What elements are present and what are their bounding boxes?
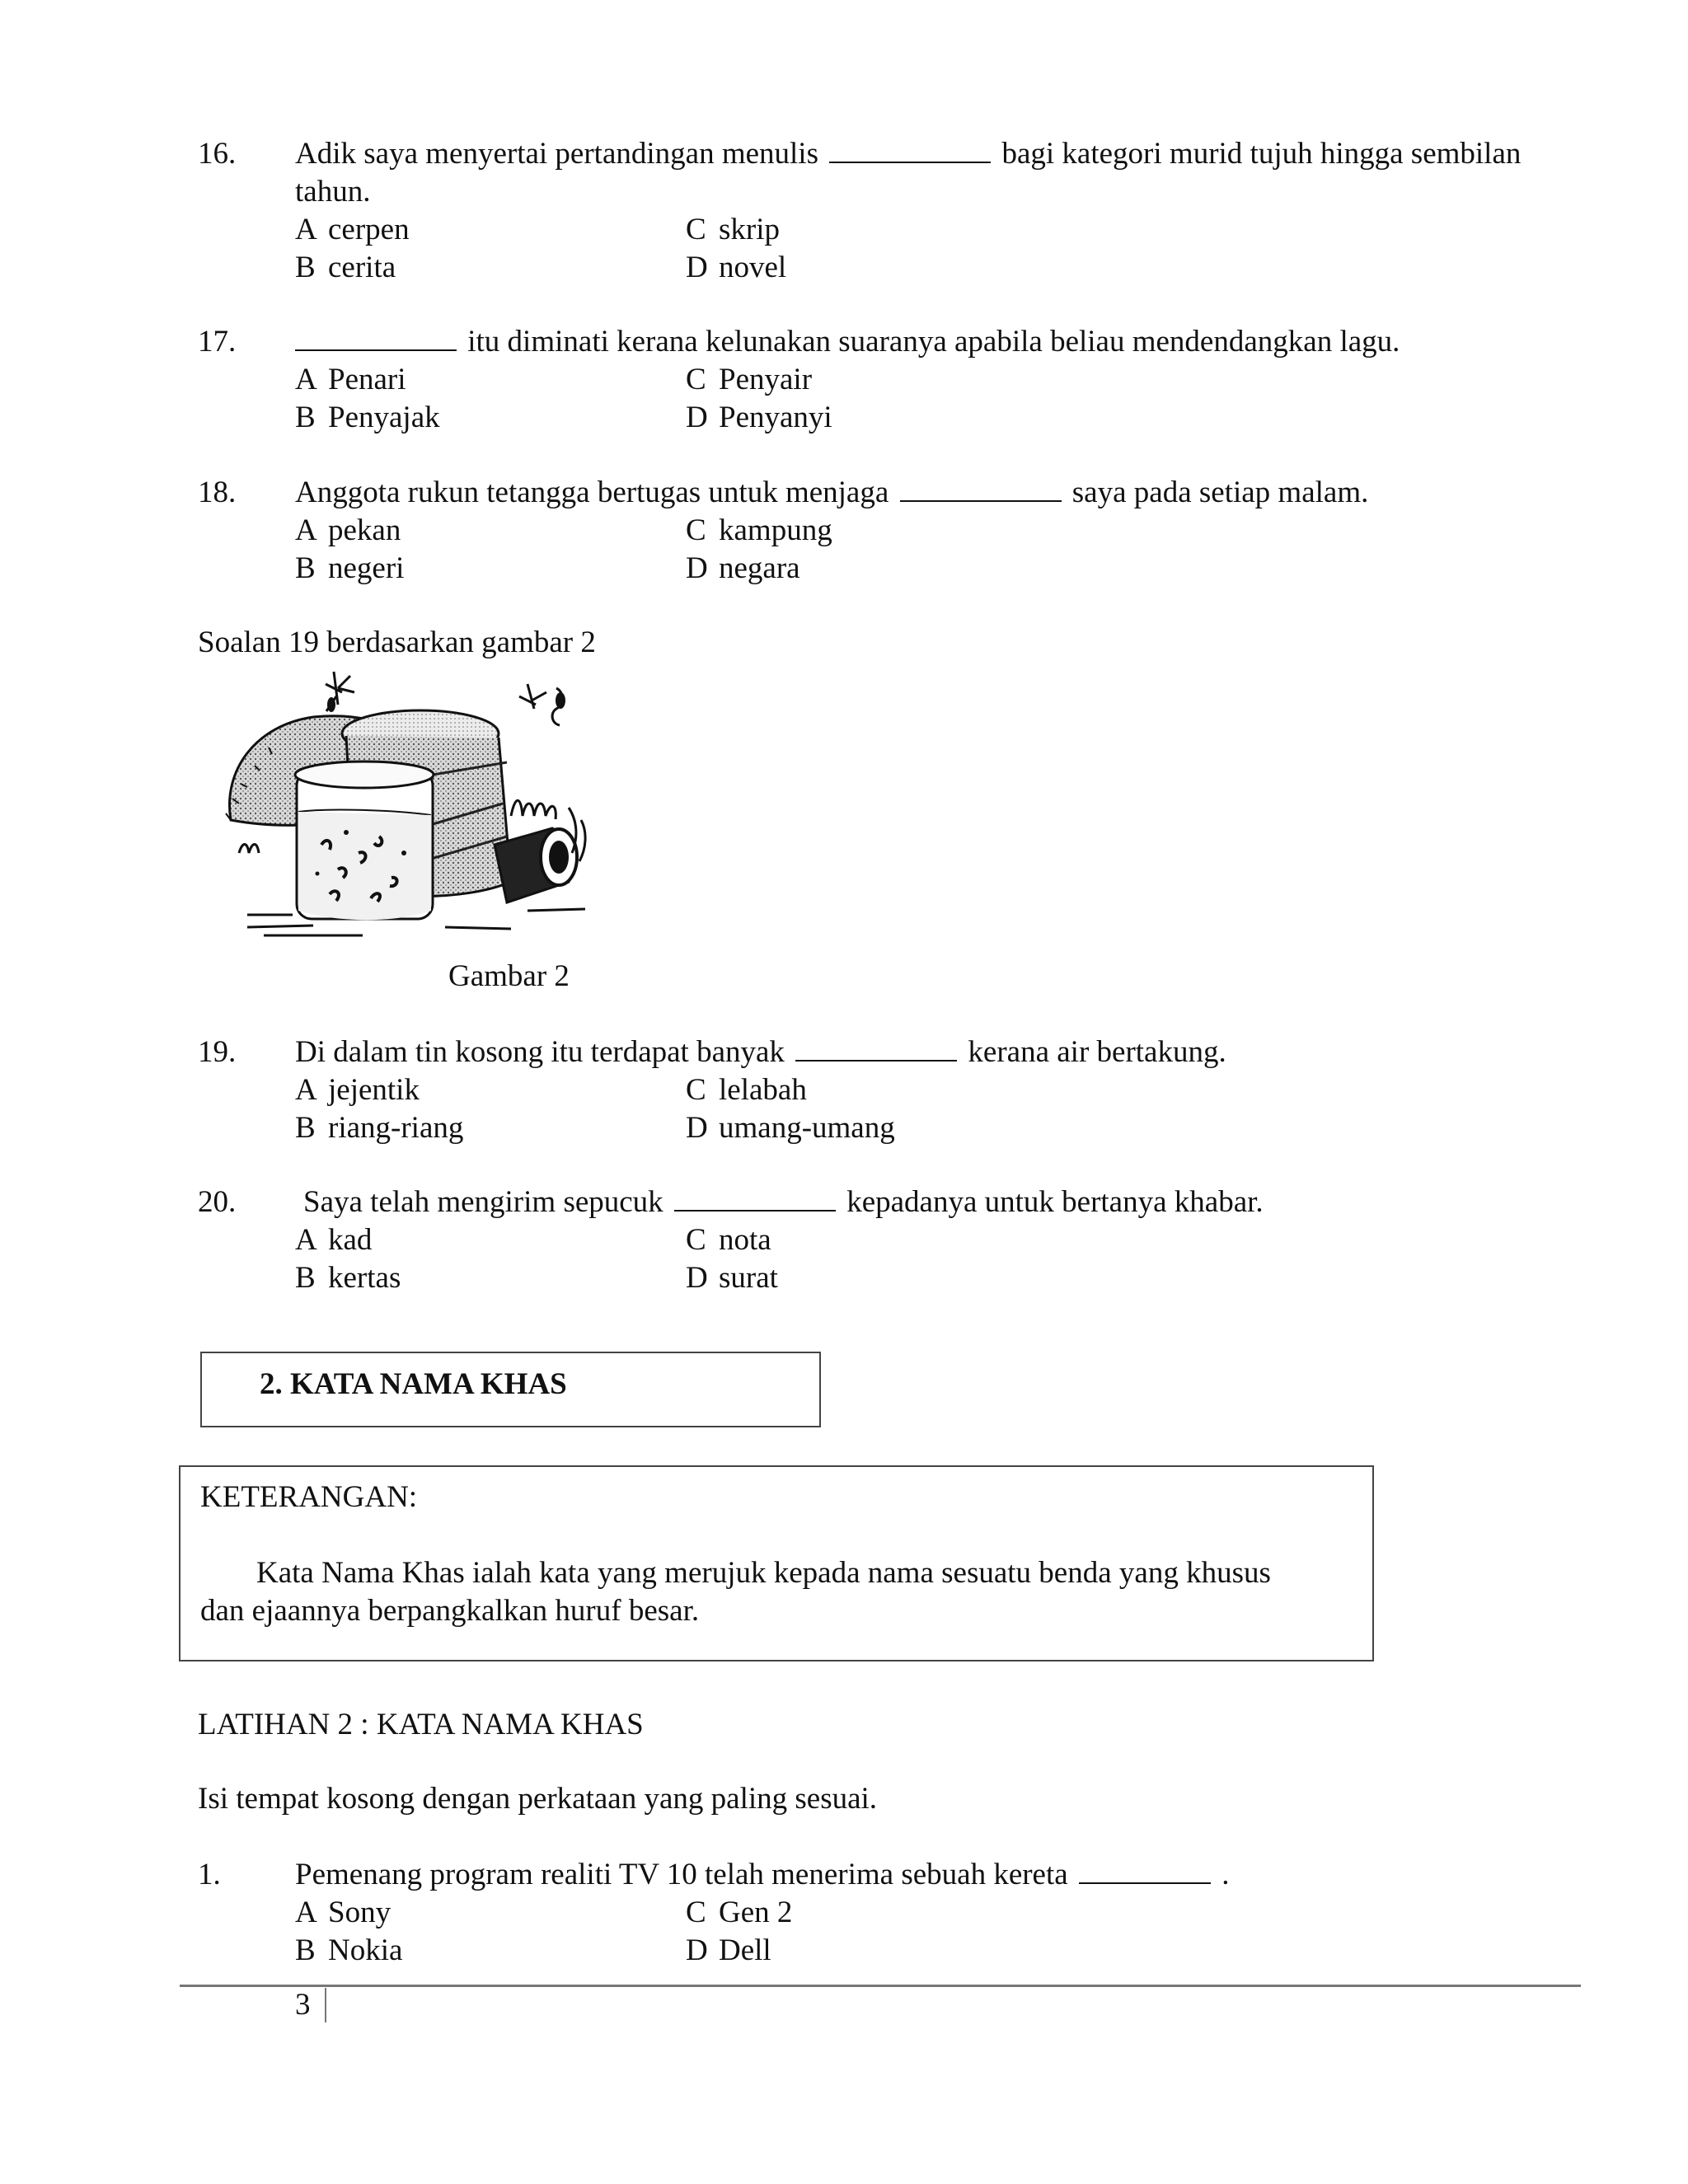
footer-rule [180, 1985, 1581, 1987]
option-a: A kad [295, 1223, 373, 1257]
option-b: B riang-riang [295, 1111, 464, 1145]
option-a: A pekan [295, 513, 401, 547]
option-d: D Dell [686, 1933, 771, 1967]
question-number: 19. [198, 1035, 237, 1069]
question-number: 20. [198, 1185, 237, 1219]
option-a: A cerpen [295, 213, 410, 246]
option-d: D umang-umang [686, 1111, 895, 1145]
option-c: C Gen 2 [686, 1896, 793, 1929]
option-c: C kampung [686, 513, 832, 547]
option-c: C skrip [686, 213, 780, 246]
option-d: D Penyanyi [686, 401, 832, 434]
answer-blank [295, 325, 457, 351]
answer-blank [900, 476, 1062, 502]
option-a: A Penari [295, 363, 406, 396]
exercise-instruction: Isi tempat kosong dengan perkataan yang paling sesuai. [198, 1782, 878, 1816]
question-text: Anggota rukun tetangga bertugas untuk menjaga saya pada setiap malam. [295, 476, 1369, 509]
page-number: 3 [295, 1988, 311, 2022]
question-text: Di dalam tin kosong itu terdapat banyak kerana air bertakung. [295, 1035, 1226, 1069]
footer-separator [325, 1988, 326, 2022]
option-b: B negeri [295, 551, 405, 585]
option-d: D negara [686, 551, 800, 585]
answer-blank [674, 1185, 836, 1212]
figure-caption: Gambar 2 [448, 959, 570, 993]
question-text: Pemenang program realiti TV 10 telah menerima sebuah kereta . [295, 1858, 1230, 1891]
answer-blank [795, 1035, 957, 1062]
question-text: Saya telah mengirim sepucuk kepadanya untuk bertanya khabar. [303, 1185, 1264, 1219]
answer-blank [829, 137, 991, 163]
option-b: B cerita [295, 251, 396, 284]
option-d: D novel [686, 251, 787, 284]
option-c: C nota [686, 1223, 771, 1257]
question-number: 16. [198, 137, 237, 171]
option-d: D surat [686, 1261, 778, 1295]
info-box [179, 1465, 1374, 1661]
question-number: 17. [198, 325, 237, 359]
question-number: 1. [198, 1858, 221, 1891]
option-a: A jejentik [295, 1073, 420, 1107]
option-c: C Penyair [686, 363, 813, 396]
figure-intro: Soalan 19 berdasarkan gambar 2 [198, 626, 596, 659]
option-b: B Penyajak [295, 401, 440, 434]
question-text: itu diminati kerana kelunakan suaranya apabila beliau mendendangkan lagu. [295, 323, 1581, 361]
question-text: Adik saya menyertai pertandingan menulis bagi kategori murid tujuh hingga sembilan tahun. [295, 137, 1522, 209]
info-heading: KETERANGAN: [200, 1480, 418, 1514]
info-text-line1: Kata Nama Khas ialah kata yang merujuk kepada nama sesuatu benda yang khusus [256, 1556, 1271, 1590]
option-a: A Sony [295, 1896, 392, 1929]
option-b: B kertas [295, 1261, 401, 1295]
option-c: C lelabah [686, 1073, 807, 1107]
info-text-line2: dan ejaannya berpangkalkan huruf besar. [200, 1594, 700, 1628]
section-title: 2. KATA NAMA KHAS [260, 1367, 567, 1401]
section-title-box [200, 1352, 821, 1427]
tin-with-mosquito-larvae-illustration [214, 663, 626, 952]
option-b: B Nokia [295, 1933, 403, 1967]
question-number: 18. [198, 476, 237, 509]
exercise-title: LATIHAN 2 : KATA NAMA KHAS [198, 1708, 644, 1741]
answer-blank [1079, 1858, 1211, 1884]
